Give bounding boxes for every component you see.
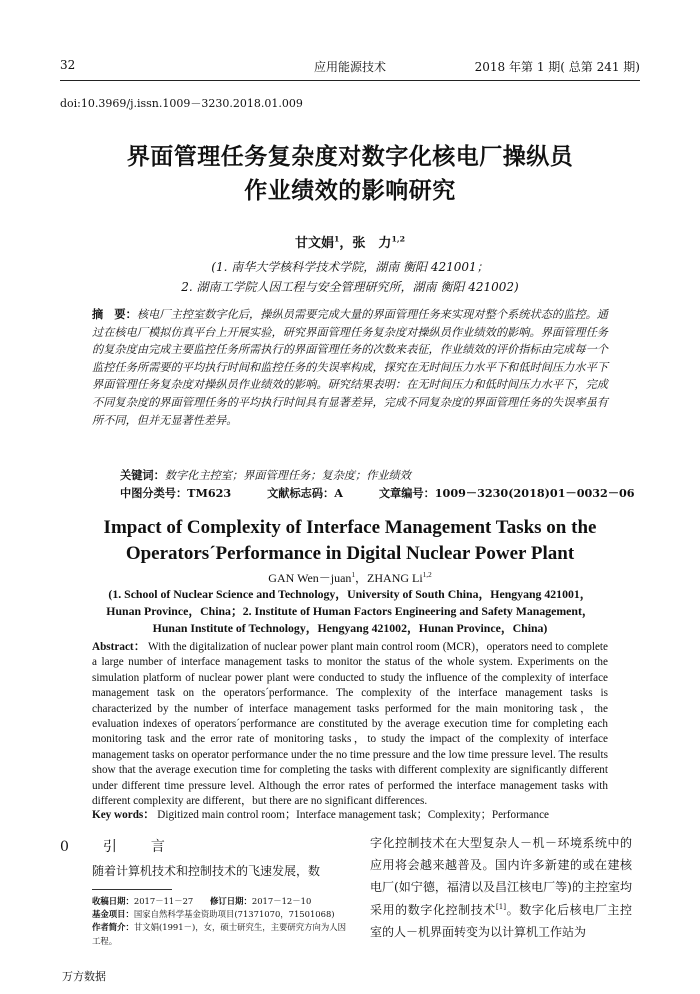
intro-left-text: 随着计算机技术和控制技术的飞速发展，数	[92, 864, 321, 878]
issue-info: 2018 年第 1 期( 总第 241 期)	[474, 60, 640, 74]
section-heading: 0 引 言	[60, 839, 175, 855]
cn-title-line-2: 作业绩效的影响研究	[244, 177, 456, 204]
footnote-dates	[92, 895, 354, 908]
cn-author-1: 甘文娟	[294, 236, 334, 251]
en-abstract-text: With the digitalization of nuclear power plant main control room (MCR)，operators need to complete a large number of interface management tasks to monitor the status of the whole system. Experiments on the simulation platform of nuclear power plant were conducted to study the influence of the complexity of interface management task on the operators´performance. The complexity of the interface management tasks is characterized by the number of interface management tasks performed for the main monitoring task，the evaluation indexes of operators´performance are constituted by the average execution time for completing each monitoring task and the error rate of monitoring tasks，to study the impact of the complexity of interface management tasks on operator performance under the no time pressure and the low time pressure level. The results show that the average execution time for completing the tasks with different complexity are significantly different under different time pressure level. Although the error rates of performed the interface management tasks with different complexity are different，but there are no significant differences.	[92, 641, 608, 808]
en-keywords-label: Key words：	[92, 809, 155, 821]
cn-keywords-label: 关键词：	[120, 468, 165, 482]
intro-right-text	[370, 832, 632, 943]
en-title-line-1: Impact of Complexity of Interface Management Tasks on the	[103, 517, 597, 538]
received-date: 2017－11－27	[133, 896, 194, 906]
revised-label: 修订日期：	[210, 896, 252, 906]
received-label: 收稿日期：	[92, 896, 134, 906]
clc-number: 中图分类号：TM623	[120, 486, 232, 500]
document-code: 文献标志码：A	[267, 486, 343, 500]
cn-classification	[120, 485, 640, 502]
intro-right-text-b: 。数字化后核电厂主控室的人－机界面转变为以计算机工作站为	[370, 902, 632, 939]
cn-title	[60, 140, 640, 208]
cn-author-1-sup: 1	[333, 234, 340, 244]
en-author-1: GAN Wen－juan	[268, 571, 352, 585]
bio-label: 作者简介：	[92, 922, 134, 933]
cn-author-2: ，张 力	[339, 236, 392, 251]
en-author-2-sup: 1,2	[422, 571, 432, 579]
revised-date: 2017－12－10	[251, 896, 312, 906]
en-aff-line-3: Hunan Institute of Technology，Hengyang 421002，Hunan Province，China)	[152, 621, 548, 635]
en-authors	[60, 569, 640, 586]
en-author-2: ，ZHANG Li	[355, 571, 423, 585]
cn-abstract-text: 核电厂主控室数字化后，操纵员需要完成大量的界面管理任务来实现对整个系统状态的监控。通过在核电厂模拟仿真平台上开展实验，研究界面管理任务复杂度对操纵员作业绩效的影响。界面管理任务的复杂度由完成主要监控任务所需执行的界面管理任务的次数来表征，作业绩效的评价指标由完成每一个监控任务所需要的平均执行时间和监控任务的失误率构成，探究在无时间压力水平下和低时间压力水平下界面管理任务复杂度对操纵员作业绩效的影响。研究结果表明：在无时间压力和低时间压力水平下，完成不同复杂度的界面管理任务的平均执行时间具有显著差异，完成不同复杂度的界面管理任务的失误率虽有所不同，但并无显著性差异。	[92, 308, 608, 427]
running-header	[60, 58, 640, 76]
cn-aff-line-1: (1. 南华大学核科学技术学院，湖南 衡阳 421001；	[211, 260, 489, 274]
en-affiliations	[64, 586, 636, 637]
cn-abstract	[92, 306, 608, 429]
en-author-1-sup: 1	[351, 571, 356, 579]
header-rule	[60, 80, 640, 81]
cn-keywords	[120, 467, 608, 484]
footnote-bio	[92, 921, 354, 947]
en-keywords-text: Digitized main control room；Interface management task；Complexity；Performance	[157, 809, 550, 821]
cn-author-2-sup: 1,2	[391, 234, 406, 244]
watermark: 万方数据	[62, 970, 106, 983]
citation-1[interactable]: [1]	[495, 901, 507, 911]
fund-label: 基金项目：	[92, 909, 134, 920]
cn-authors	[60, 232, 640, 251]
en-keywords	[92, 808, 608, 823]
en-title	[60, 515, 640, 567]
footnote-rule	[92, 889, 172, 890]
journal-name: 应用能源技术	[313, 60, 386, 74]
en-aff-line-1: (1. School of Nuclear Science and Technology，University of South China，Hengyang 421001，	[108, 587, 592, 601]
page-number: 32	[60, 58, 76, 72]
bio-text: 甘文娟(1991－)，女，硕士研究生，主要研究方向为人因工程。	[92, 922, 346, 946]
article-number: 文章编号：1009－3230(2018)01－0032－06	[378, 486, 635, 500]
en-abstract-label: Abstract：	[92, 641, 146, 653]
doi-line: doi:10.3969/j.issn.1009－3230.2018.01.009	[60, 97, 303, 110]
en-aff-line-2: Hunan Province，China；2. Institute of Human Factors Engineering and Safety Management，	[106, 604, 594, 618]
cn-aff-line-2: 2. 湖南工学院人因工程与安全管理研究所，湖南 衡阳 421002)	[181, 280, 519, 294]
footnote-fund	[92, 908, 354, 921]
en-title-line-2: Operators´Performance in Digital Nuclear Power Plant	[125, 543, 575, 564]
intro-right-text-a: 字化控制技术在大型复杂人－机－环境系统中的应用将会越来越普及。国内许多新建的或在建核电厂(如宁德，福清以及昌江核电厂等)的主控室均采用的数字化控制技术	[370, 836, 632, 917]
cn-title-line-1: 界面管理任务复杂度对数字化核电厂操纵员	[126, 143, 574, 170]
footnotes	[92, 895, 354, 948]
cn-keywords-text: 数字化主控室；界面管理任务；复杂度；作业绩效	[164, 469, 411, 482]
en-abstract	[92, 640, 608, 809]
cn-abstract-label: 摘 要：	[92, 307, 137, 321]
fund-text: 国家自然科学基金资助项目(71371070，71501068)	[133, 909, 335, 920]
cn-affiliations	[60, 257, 640, 297]
